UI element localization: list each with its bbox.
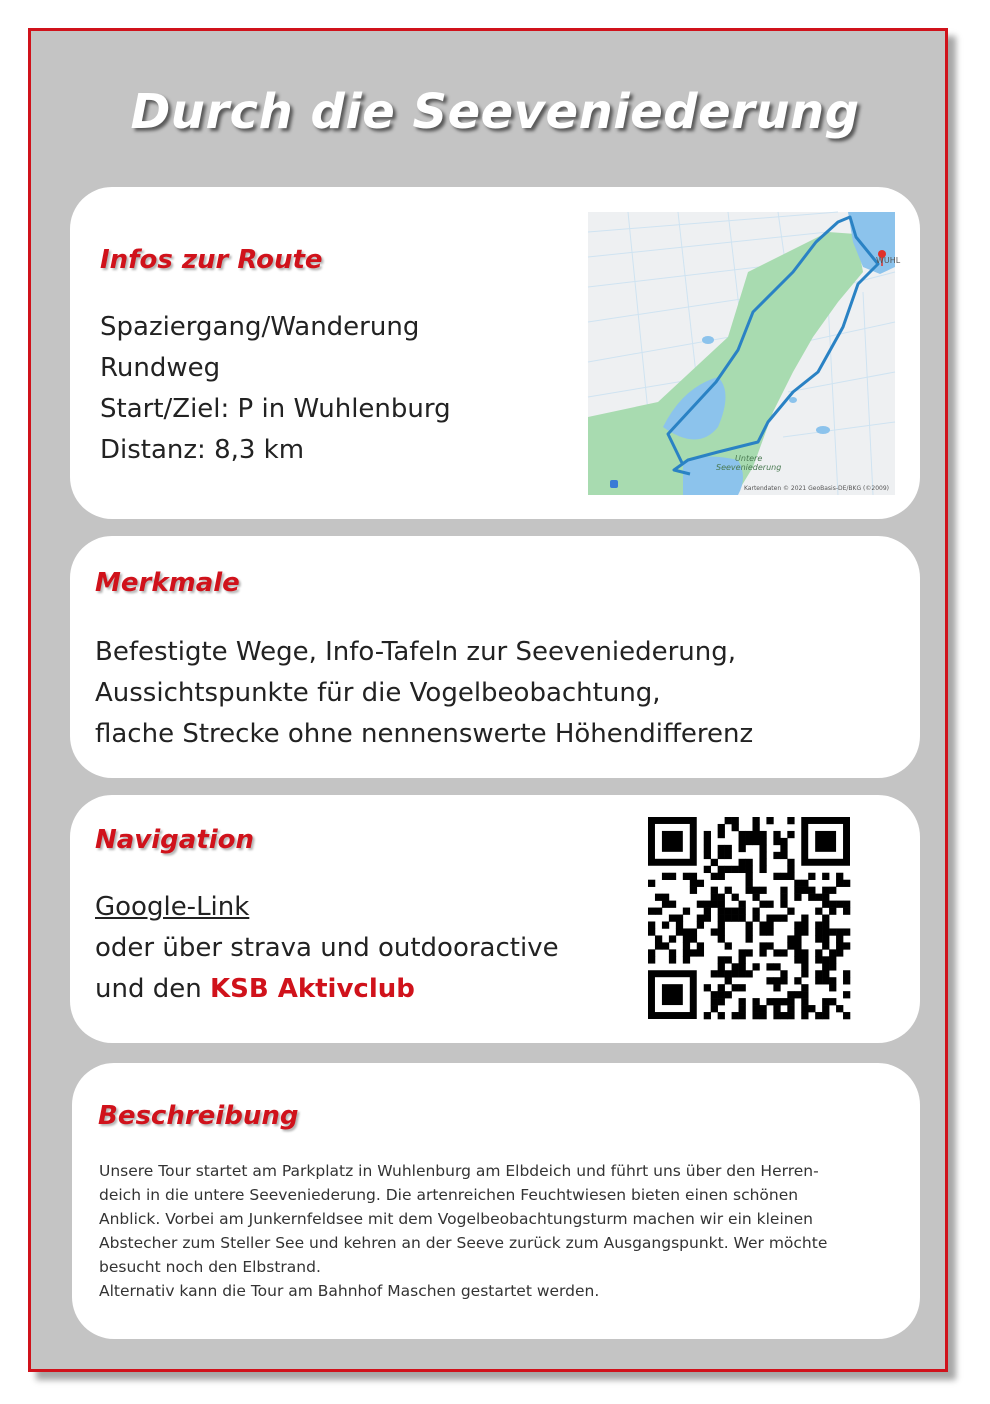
description-line: besucht noch den Elbstrand. xyxy=(99,1258,321,1276)
route-info-lines xyxy=(100,307,451,471)
description-line: deich in die untere Seeveniederung. Die artenreichen Feuchtwiesen bieten einen schönen xyxy=(99,1186,799,1204)
features-heading: Merkmale xyxy=(95,568,240,598)
navigation-club-line xyxy=(95,969,559,1010)
description-lines xyxy=(99,1159,827,1303)
google-link[interactable]: Google-Link xyxy=(95,892,250,922)
features-card xyxy=(70,536,920,778)
features-line: Befestigte Wege, Info-Tafeln zur Seeveniederung, xyxy=(95,637,736,667)
description-line: Abstecher zum Steller See und kehren an der Seeve zurück zum Ausgangspunkt. Wer möchte xyxy=(99,1234,828,1252)
features-line: flache Strecke ohne nennenswerte Höhendifferenz xyxy=(95,719,754,749)
route-info-card xyxy=(70,187,920,519)
route-map-graphic xyxy=(588,212,895,495)
description-line: Unsere Tour startet am Parkplatz in Wuhlenburg am Elbdeich und führt uns über den Herren- xyxy=(99,1162,819,1180)
route-map[interactable] xyxy=(588,212,901,495)
ksb-aktivclub-link[interactable]: KSB Aktivclub xyxy=(209,974,415,1004)
navigation-lines xyxy=(95,887,559,1010)
route-distance: Distanz: 8,3 km xyxy=(100,435,305,465)
description-line: Alternativ kann die Tour am Bahnhof Maschen gestartet werden. xyxy=(99,1282,600,1300)
route-type: Spaziergang/Wanderung xyxy=(100,312,420,342)
map-marker-label: WUHL xyxy=(876,256,901,265)
navigation-card xyxy=(70,795,920,1043)
navigation-alt-line: oder über strava und outdooractive xyxy=(95,933,559,963)
features-lines xyxy=(95,632,753,755)
route-shape: Rundweg xyxy=(100,353,221,383)
map-area-label xyxy=(716,454,781,472)
qr-code[interactable] xyxy=(648,817,850,1019)
navigation-club-prefix: und den xyxy=(95,974,210,1004)
route-start: Start/Ziel: P in Wuhlenburg xyxy=(100,394,451,424)
map-area-label-line2: Seeveniederung xyxy=(716,463,782,472)
map-credit: Kartendaten © 2021 GeoBasis-DE/BKG (©2009) xyxy=(743,485,889,492)
description-heading: Beschreibung xyxy=(98,1101,299,1131)
features-line: Aussichtspunkte für die Vogelbeobachtung, xyxy=(95,678,661,708)
description-line: Anblick. Vorbei am Junkernfeldsee mit dem Vogelbeobachtungsturm machen wir ein kleinen xyxy=(99,1210,813,1228)
page-title: Durch die Seeveniederung xyxy=(130,84,860,140)
description-card xyxy=(72,1063,920,1339)
route-info-heading: Infos zur Route xyxy=(100,245,323,275)
navigation-heading: Navigation xyxy=(95,825,255,855)
map-area-label-line1: Untere xyxy=(735,454,763,463)
